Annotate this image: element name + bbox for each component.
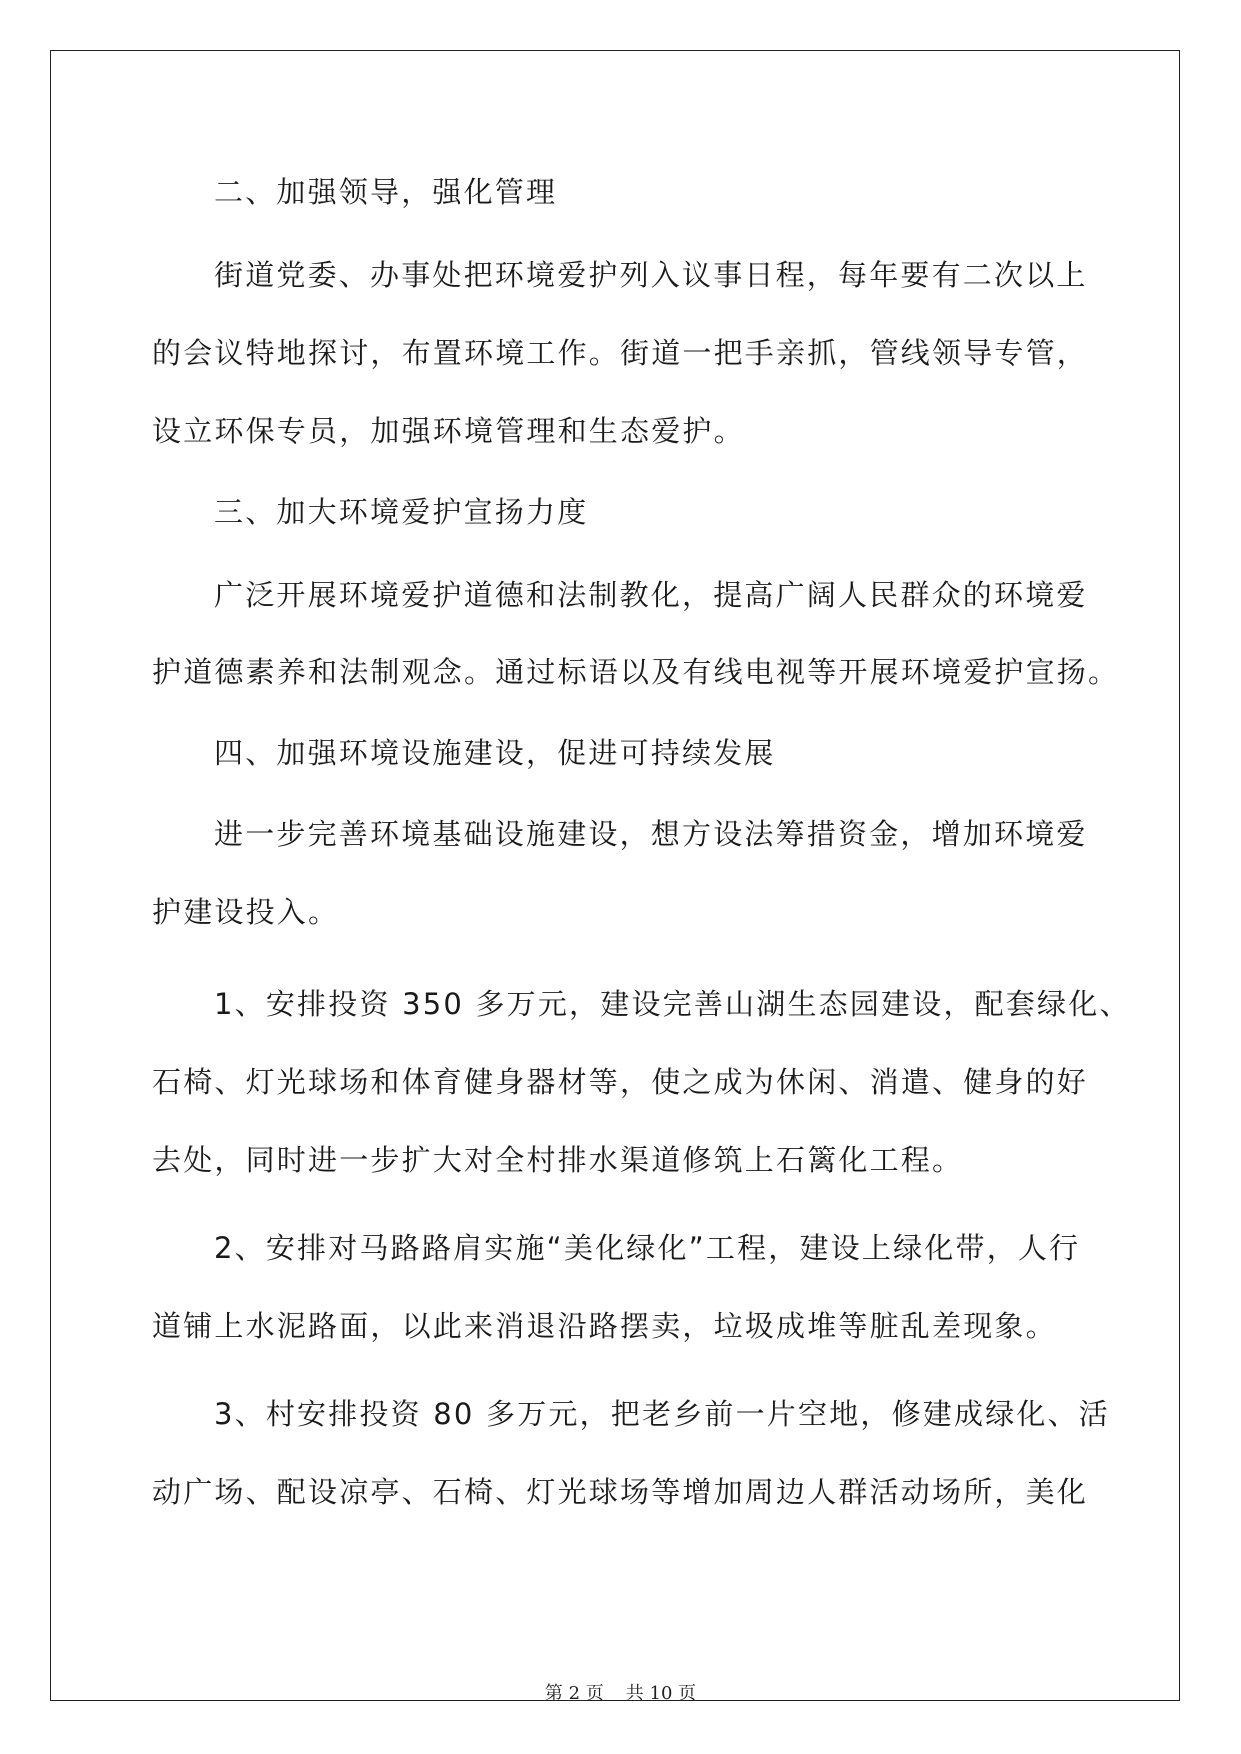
section-heading-3: 三、加大环境爱护宣扬力度 [214,495,589,529]
paragraph-line: 动广场、配设凉亭、石椅、灯光球场等增加周边人群活动场所，美化 [152,1475,1089,1509]
list-item-2: 2、安排对马路路肩实施“美化绿化”工程，建设上绿化带，人行 [214,1231,1081,1265]
paragraph-line: 护建设投入。 [152,895,340,929]
list-item-3: 3、村安排投资 80 多万元，把老乡前一片空地，修建成绿化、活 [214,1397,1110,1431]
paragraph-line: 去处，同时进一步扩大对全村排水渠道修筑上石篱化工程。 [152,1143,964,1177]
page-border [50,50,1180,1701]
section-heading-2: 二、加强领导，强化管理 [214,175,558,209]
section-heading-4: 四、加强环境设施建设，促进可持续发展 [214,736,776,770]
paragraph-line: 街道党委、办事处把环境爱护列入议事日程，每年要有二次以上 [214,258,1088,292]
page-number: 第 2 页 [544,1683,604,1704]
paragraph-line: 的会议特地探讨，布置环境工作。街道一把手亲抓，管线领导专管， [152,336,1089,370]
paragraph-line: 护道德素养和法制观念。通过标语以及有线电视等开展环境爱护宣扬。 [152,655,1120,689]
list-item-1: 1、安排投资 350 多万元，建设完善山湖生态园建设，配套绿化、 [214,987,1131,1021]
paragraph-line: 广泛开展环境爱护道德和法制教化，提高广阔人民群众的环境爱 [214,578,1088,612]
page-footer [0,1682,1241,1706]
paragraph-line: 设立环保专员，加强环境管理和生态爱护。 [152,414,745,448]
paragraph-line: 道铺上水泥路面，以此来消退沿路摆卖，垃圾成堆等脏乱差现象。 [152,1309,1057,1343]
paragraph-line: 石椅、灯光球场和体育健身器材等，使之成为休闲、消遣、健身的好 [152,1065,1089,1099]
paragraph-line: 进一步完善环境基础设施建设，想方设法筹措资金，增加环境爱 [214,817,1088,851]
page-total: 共 10 页 [625,1683,697,1704]
